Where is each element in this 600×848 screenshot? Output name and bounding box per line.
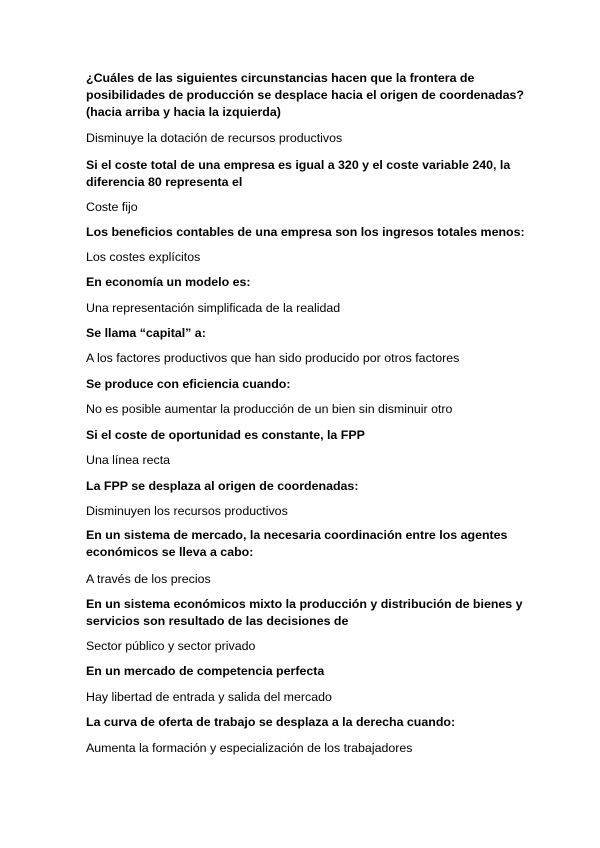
question-11: En un mercado de competencia perfecta [86, 664, 325, 678]
question-6: Se produce con eficiencia cuando: [86, 377, 291, 391]
answer-9: A través de los precios [86, 572, 211, 586]
answer-6: No es posible aumentar la producción de un bien sin disminuir otro [86, 402, 453, 416]
question-5: Se llama “capital” a: [86, 326, 206, 340]
answer-1: Disminuye la dotación de recursos productivos [86, 131, 343, 145]
question-9: En un sistema de mercado, la necesaria coordinación entre los agentes económicos se lleva a cabo: [86, 528, 508, 559]
answer-12: Aumenta la formación y especialización de los trabajadores [86, 741, 413, 755]
answer-2: Coste fijo [86, 200, 138, 214]
answer-5: A los factores productivos que han sido producido por otros factores [86, 351, 460, 365]
question-1: ¿Cuáles de las siguientes circunstancias hacen que la frontera de posibilidades de producción se desplace hacia el origen de coordenadas? (hacia arriba y hacia la izquierda) [86, 71, 524, 119]
answer-4: Una representación simplificada de la realidad [86, 301, 341, 315]
answer-3: Los costes explícitos [86, 250, 201, 264]
question-2: Si el coste total de una empresa es igual a 320 y el coste variable 240, la diferencia 80 representa el [86, 158, 511, 189]
answer-10: Sector público y sector privado [86, 639, 256, 653]
question-3: Los beneficios contables de una empresa son los ingresos totales menos: [86, 225, 525, 239]
answer-11: Hay libertad de entrada y salida del mercado [86, 690, 332, 704]
answer-8: Disminuyen los recursos productivos [86, 504, 288, 518]
question-8: La FPP se desplaza al origen de coordenadas: [86, 479, 359, 493]
question-7: Si el coste de oportunidad es constante, la FPP [86, 428, 365, 442]
question-4: En economía un modelo es: [86, 275, 251, 289]
answer-7: Una línea recta [86, 453, 171, 467]
question-10: En un sistema económicos mixto la producción y distribución de bienes y servicios son resultado de las decisiones de [86, 597, 523, 628]
question-12: La curva de oferta de trabajo se desplaza a la derecha cuando: [86, 715, 456, 729]
